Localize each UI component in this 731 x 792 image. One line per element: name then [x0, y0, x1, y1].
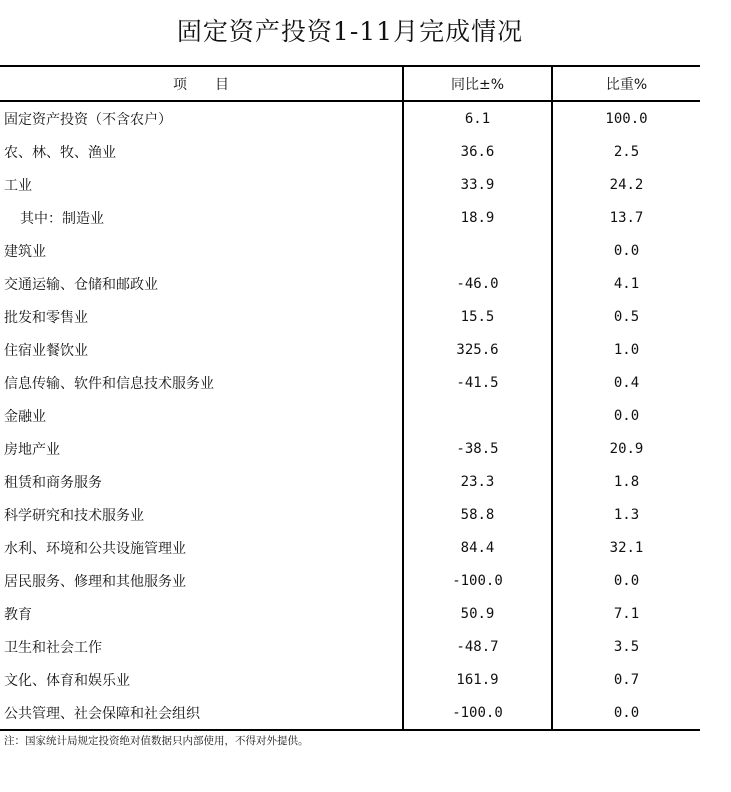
table-row: [0, 531, 700, 564]
page-title: 固定资产投资1-11月完成情况: [176, 17, 524, 46]
row-share-value: 13.7: [552, 201, 700, 234]
row-yoy-value: [403, 399, 552, 432]
row-share-value: 2.5: [552, 135, 700, 168]
row-item-label: 交通运输、仓储和邮政业: [4, 276, 158, 293]
header-yoy: 同比±%: [403, 66, 552, 101]
row-share-value: 0.0: [552, 399, 700, 432]
row-item-label: 批发和零售业: [4, 309, 88, 326]
row-item-label: 工业: [4, 177, 32, 194]
row-yoy-value: -46.0: [403, 267, 552, 300]
row-item-label: 科学研究和技术服务业: [4, 507, 144, 524]
row-share-value: 1.0: [552, 333, 700, 366]
row-yoy-value: 50.9: [403, 597, 552, 630]
table-body: [0, 101, 700, 730]
table-row: [0, 498, 700, 531]
row-share-value: 1.8: [552, 465, 700, 498]
table-row: [0, 135, 700, 168]
table-row: [0, 366, 700, 399]
row-item-label: 文化、体育和娱乐业: [4, 672, 130, 689]
table-header-row: [0, 66, 700, 101]
row-yoy-value: 6.1: [403, 101, 552, 135]
header-share: 比重%: [552, 66, 700, 101]
row-share-value: 32.1: [552, 531, 700, 564]
footnote: 注：国家统计局规定投资绝对值数据只内部使用，不得对外提供。: [4, 735, 309, 747]
row-yoy-value: -41.5: [403, 366, 552, 399]
row-yoy-value: 325.6: [403, 333, 552, 366]
row-share-value: 1.3: [552, 498, 700, 531]
table-row: [0, 333, 700, 366]
row-share-value: 100.0: [552, 101, 700, 135]
row-yoy-value: 18.9: [403, 201, 552, 234]
row-share-value: 3.5: [552, 630, 700, 663]
table-row: [0, 267, 700, 300]
row-item-label: 公共管理、社会保障和社会组织: [0, 696, 403, 730]
row-yoy-value: [403, 234, 552, 267]
row-share-value: 4.1: [552, 267, 700, 300]
table-row: [0, 663, 700, 696]
row-item-label: 租赁和商务服务: [4, 474, 102, 491]
header-item: [0, 66, 403, 101]
row-item-label: 建筑业: [4, 243, 46, 260]
table-row: [0, 234, 700, 267]
row-share-value: 0.0: [552, 696, 700, 730]
table-row: [0, 696, 700, 730]
row-share-value: 0.0: [552, 234, 700, 267]
row-yoy-value: 58.8: [403, 498, 552, 531]
table-row: [0, 101, 700, 135]
row-item-label: 房地产业: [4, 441, 60, 458]
row-share-value: 0.7: [552, 663, 700, 696]
row-yoy-value: -38.5: [403, 432, 552, 465]
table-row: [0, 465, 700, 498]
table-row: [0, 399, 700, 432]
row-item-label: 居民服务、修理和其他服务业: [4, 573, 186, 590]
row-share-value: 24.2: [552, 168, 700, 201]
row-item-label: 固定资产投资（不含农户）: [4, 111, 172, 128]
row-yoy-value: 36.6: [403, 135, 552, 168]
table-row: [0, 630, 700, 663]
row-yoy-value: 161.9: [403, 663, 552, 696]
table-row: [0, 432, 700, 465]
table-row: [0, 564, 700, 597]
row-yoy-value: 33.9: [403, 168, 552, 201]
row-item-label: 信息传输、软件和信息技术服务业: [4, 375, 214, 392]
row-share-value: 0.4: [552, 366, 700, 399]
row-item-label: 教育: [4, 606, 32, 623]
investment-table: [0, 65, 700, 731]
header-item-label: 项目: [173, 76, 257, 93]
row-share-value: 7.1: [552, 597, 700, 630]
row-item-label: 其中：制造业: [20, 210, 104, 227]
row-item-label: 金融业: [4, 408, 46, 425]
row-yoy-value: 23.3: [403, 465, 552, 498]
row-item-label: 水利、环境和公共设施管理业: [4, 540, 186, 557]
row-yoy-value: 84.4: [403, 531, 552, 564]
row-item-label: 卫生和社会工作: [4, 639, 102, 656]
row-share-value: 0.0: [552, 564, 700, 597]
row-share-value: 0.5: [552, 300, 700, 333]
row-item-label: 农、林、牧、渔业: [4, 144, 116, 161]
table-row: [0, 300, 700, 333]
row-yoy-value: -48.7: [403, 630, 552, 663]
row-yoy-value: -100.0: [403, 696, 552, 730]
row-yoy-value: 15.5: [403, 300, 552, 333]
row-share-value: 20.9: [552, 432, 700, 465]
table-row: [0, 597, 700, 630]
table-row: [0, 201, 700, 234]
row-item-label: 住宿业餐饮业: [4, 342, 88, 359]
table-row: [0, 168, 700, 201]
row-yoy-value: -100.0: [403, 564, 552, 597]
